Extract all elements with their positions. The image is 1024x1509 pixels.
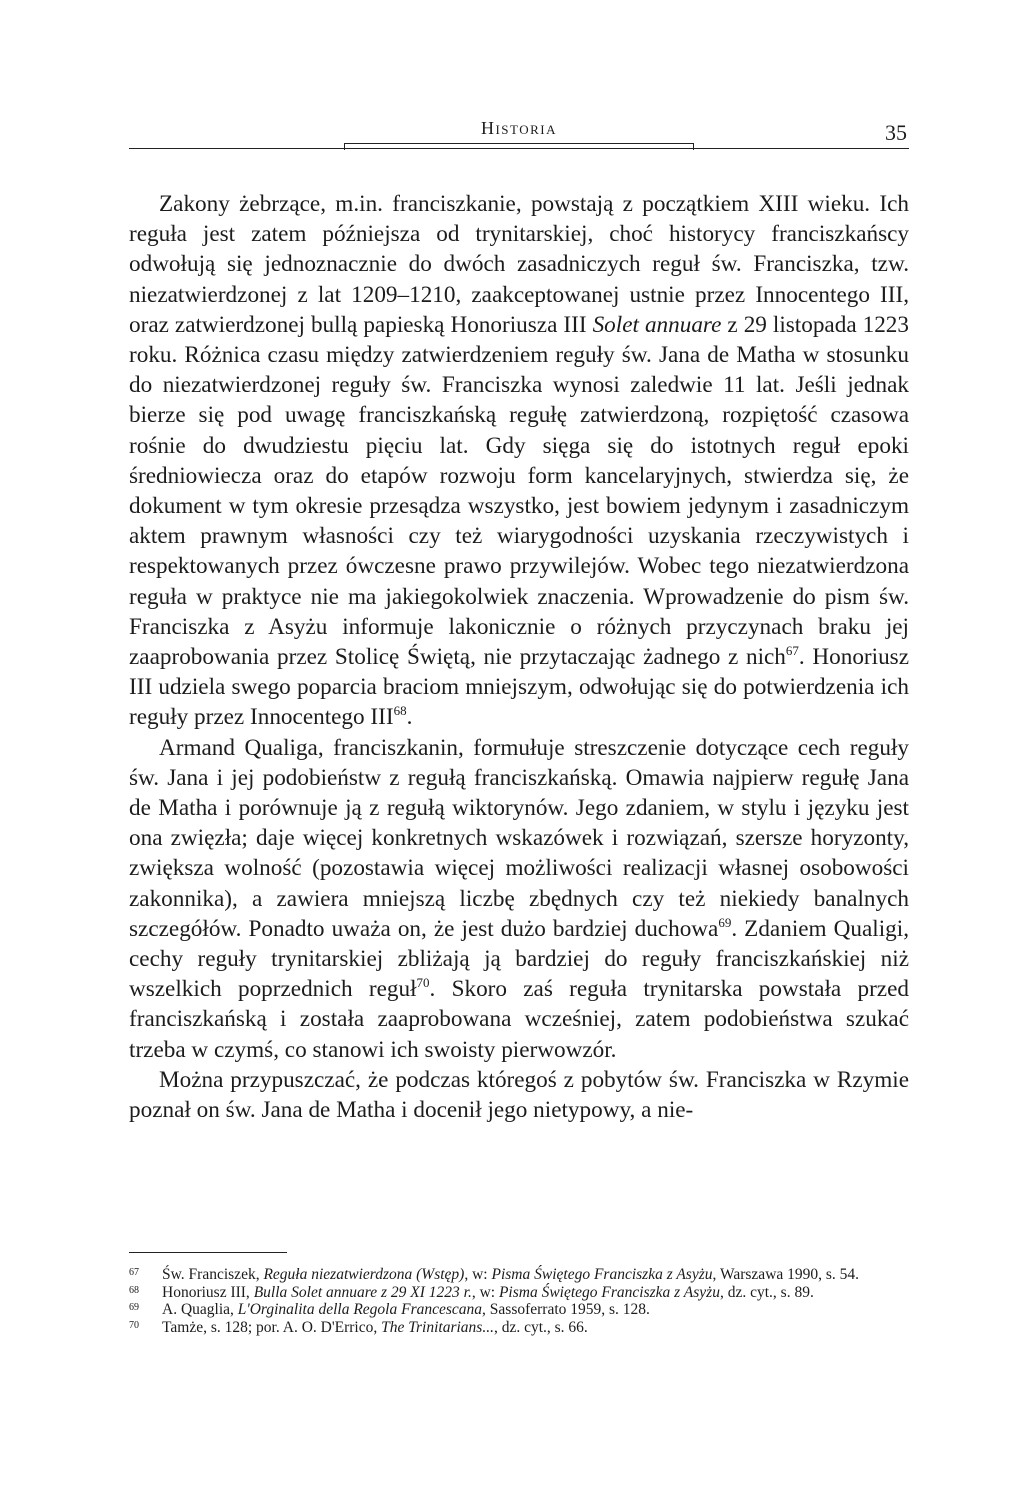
text-run: , w:: [471, 1283, 499, 1301]
text-run: , dz. cyt., s. 66.: [493, 1318, 588, 1336]
italic-title: Solet annuare: [592, 311, 722, 338]
text-run: Św. Franciszek,: [162, 1266, 264, 1283]
text-run: , Warszawa 1990, s. 54.: [712, 1266, 860, 1283]
footnote-ref[interactable]: 67: [785, 643, 799, 659]
footnote-number: 67: [129, 1267, 139, 1278]
text-run: , dz. cyt., s. 89.: [719, 1283, 814, 1301]
page-header: [129, 118, 909, 158]
footnote-number: 69: [129, 1302, 139, 1313]
text-run: . Skoro zaś reguła trynitarska powstała przed franciszkańską i została zaaprobowana wcześniej, zatem podobieństwa szukać trzeba w czymś, co stanowi ich swoisty pierwowzór.: [129, 976, 909, 1063]
footnote: [129, 1266, 909, 1284]
footnote: [129, 1319, 909, 1337]
text-run: , w:: [464, 1266, 492, 1283]
text-run: Tamże, s. 128; por. A. O. D'Errico,: [162, 1318, 382, 1336]
italic-title: The Trinitarians...: [381, 1318, 494, 1336]
footnote-ref[interactable]: 70: [416, 975, 430, 991]
footnote-number: 70: [129, 1319, 139, 1331]
text-run: Honoriusz III,: [162, 1283, 254, 1301]
text-run: Zakony żebrzące, m.in. franciszkanie, powstają z początkiem XIII wieku. Ich reguła jest zatem późniejsza od trynitarskiej, choć historycy franciszkańscy odwołują się jednoznacznie do dwóch zasadniczych reguł św. Franciszka, tzw. niezatwierdzonej z lat 1209–1210, zaakceptowanej ustnie przez Innocentego III, oraz zatwierdzonej bullą papieską Honoriusza III: [129, 191, 909, 338]
text-run: , Sassoferrato 1959, s. 128.: [482, 1301, 650, 1318]
paragraph: [129, 733, 909, 1065]
footnote-separator: [129, 1252, 287, 1253]
italic-title: Reguła niezatwierdzona (Wstęp): [263, 1266, 465, 1283]
text-run: .: [406, 704, 413, 731]
italic-title: Pisma Świętego Franciszka z Asyżu: [498, 1283, 720, 1301]
text-run: Można przypuszczać, że podczas któregoś z pobytów św. Franciszka w Rzymie poznał on św. Jana de Matha i docenił jego nietypowy, a nie-: [129, 1066, 909, 1124]
italic-title: Pisma Świętego Franciszka z Asyżu: [491, 1266, 713, 1283]
footnote: [129, 1301, 909, 1319]
text-run: . Zdaniem Qualigi, cechy reguły trynitarskiej zbliżają ją bardziej do reguły franciszkańskiej niż wszelkich poprzednich reguł: [129, 915, 909, 1003]
footnotes: [129, 1266, 909, 1336]
text-run: z 29 listopada 1223 roku. Różnica czasu między zatwierdzeniem reguły św. Jana de Matha w stosunku do niezatwierdzonej reguły św. Franciszka wynosi zaledwie 11 lat. Jeśli jednak bierze się pod uwagę franciszkańską regułę zatwierdzoną, rozpiętość czasowa rośnie do dwudziestu pięciu lat. Gdy sięga się do istotnych reguł epoki średniowiecza oraz do etapów rozwoju form kancelaryjnych, stwierdza się, że dokument w tym okresie przesądza wszystko, jest bowiem jedynym i zasadniczym aktem prawnym własności czy też wiarygodności uzyskania rzeczywistych i respektowanych przez ówczesne prawo przywilejów. Wobec tego niezatwierdzona reguła w praktyce nie ma jakiegokolwiek znaczenia. Wprowadzenie do pism św. Franciszka z Asyżu informuje lakonicznie o różnych przyczynach braku jej zaaprobowania przez Stolicę Świętą, nie przytaczając żadnego z nich: [129, 311, 909, 671]
text-run: Armand Qualiga, franciszkanin, formułuje streszczenie dotyczące cech reguły św. Jana i jej podobieństw z regułą franciszkańską. Omawia najpierw regułę Jana de Matha i porównuje ją z regułą wiktorynów. Jego zdaniem, w stylu i języku jest ona zwięzła; daje więcej konkretnych wskazówek i rozwiązań, szersze horyzonty, zwiększa wolność (pozostawia więcej możliwości realizacji własnej osobowości zakonnika), a zawiera mniejszą liczbę zbędnych czy też niekiedy banalnych szczegółów. Ponadto uważa on, że jest dużo bardziej duchowa: [129, 734, 909, 942]
paragraph: [129, 189, 909, 733]
paragraph: [129, 1065, 909, 1125]
footnote-ref[interactable]: 68: [393, 703, 407, 719]
text-run: . Honoriusz III udziela swego poparcia braciom mniejszym, odwołując się do potwierdzenia ich reguły przez Innocentego III: [129, 644, 909, 731]
header-rule-ornament: [344, 143, 694, 150]
italic-title: Bulla Solet annuare z 29 XI 1223 r.: [253, 1283, 472, 1301]
footnote-ref[interactable]: 69: [718, 914, 732, 930]
running-title: Historia: [480, 118, 558, 138]
italic-title: L'Orginalita della Regola Francescana: [237, 1301, 483, 1318]
page-number: 35: [885, 120, 907, 145]
body-text: [129, 189, 909, 1125]
footnote-number: 68: [129, 1284, 139, 1296]
footnote: [129, 1284, 909, 1302]
text-run: A. Quaglia,: [162, 1301, 238, 1318]
